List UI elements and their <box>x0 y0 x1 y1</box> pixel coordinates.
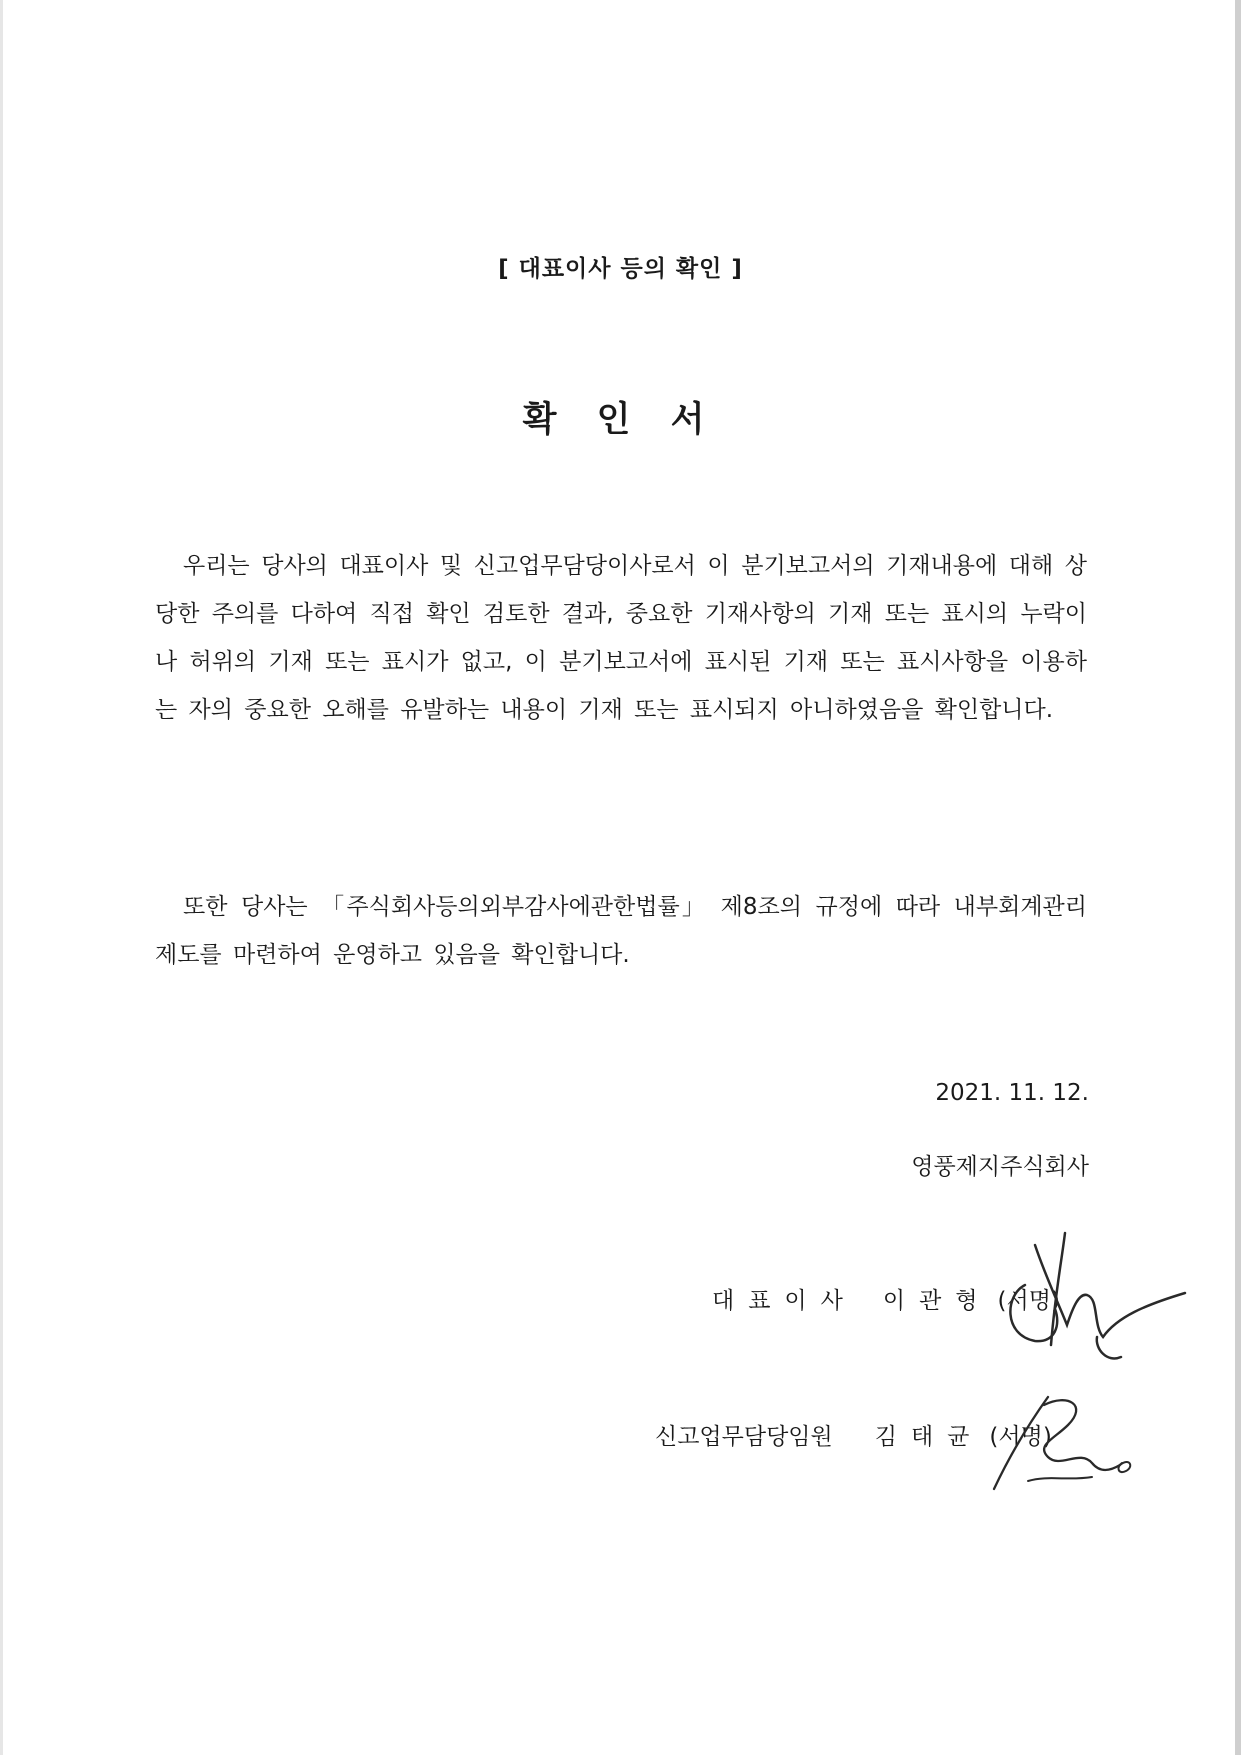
handwritten-signature-ceo <box>995 1225 1205 1365</box>
signer-role: 신고업무담당임원 <box>655 1424 833 1450</box>
signature-marker: (서명) <box>989 1424 1052 1450</box>
signer-role: 대표이사 <box>712 1288 857 1314</box>
handwritten-signature-officer <box>988 1385 1138 1495</box>
section-heading: [ 대표이사 등의 확인 ] <box>498 256 743 282</box>
company-name: 영풍제지주식회사 <box>911 1154 1089 1180</box>
confirmation-paragraph: 우리는 당사의 대표이사 및 신고업무담당이사로서 이 분기보고서의 기재내용에 대해 상당한 주의를 다하여 직접 확인 검토한 결과, 중요한 기재사항의 기재 또는 표시의 누락이나 허위의 기재 또는 표시가 없고, 이 분기보고서에 표시된 기재 또는 표시사항을 이용하는 자의 중요한 오해를 유발하는 내용이 기재 또는 표시되지 아니하였음을 확인합니다. <box>155 553 1087 723</box>
signature-marker: (서명) <box>997 1288 1060 1314</box>
document-title: 확 인 서 <box>522 400 719 440</box>
document-date: 2021. 11. 12. <box>935 1080 1089 1106</box>
signer-name: 김태균 <box>874 1424 984 1450</box>
internal-control-paragraph: 또한 당사는 「주식회사등의외부감사에관한법률」 제8조의 규정에 따라 내부회계관리제도를 마련하여 운영하고 있음을 확인합니다. <box>155 894 1087 968</box>
signer-name: 이관형 <box>882 1288 992 1314</box>
